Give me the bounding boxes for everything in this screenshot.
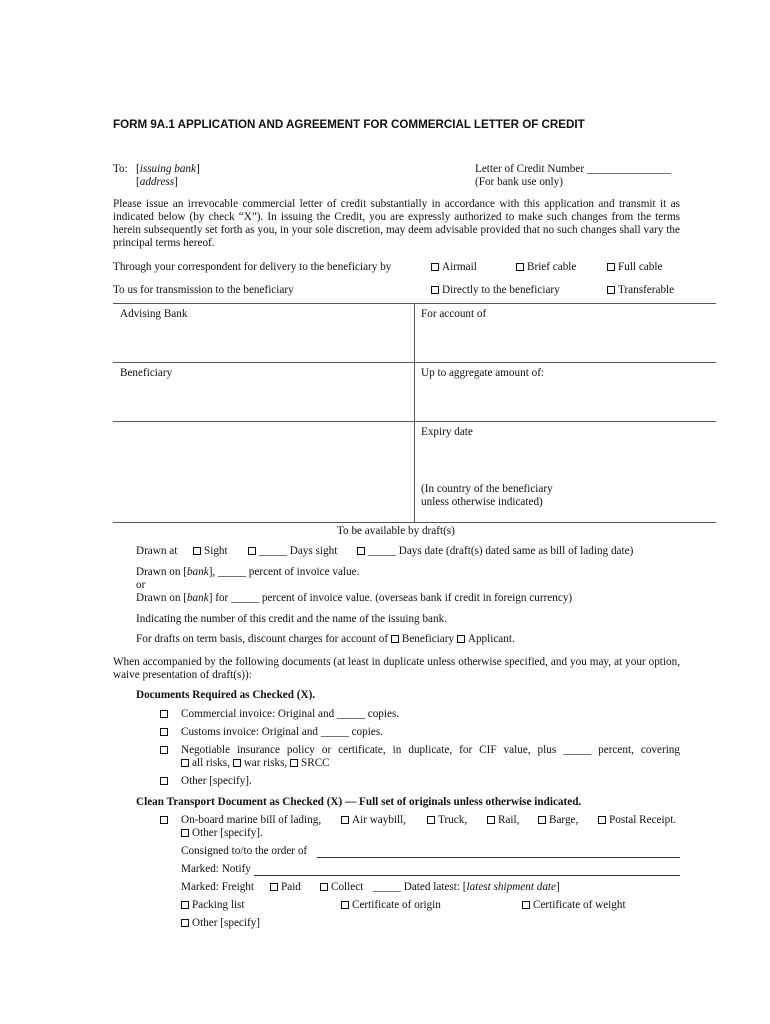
- to-us-label: To us for transmission to the beneficiary: [113, 284, 294, 296]
- onboard-bill-option: On-board marine bill of lading,: [181, 814, 322, 826]
- country-note-line1: (In country of the beneficiary: [421, 483, 553, 495]
- consigned-label: Consigned to/to the order of: [181, 845, 308, 857]
- checkbox-icon[interactable]: [357, 547, 365, 555]
- certificate-origin-option[interactable]: Certificate of origin: [341, 899, 441, 912]
- other-specify-option[interactable]: Other [specify]: [181, 917, 260, 930]
- checkbox-icon[interactable]: [320, 883, 328, 891]
- checkbox-icon[interactable]: [516, 263, 524, 271]
- sight-option[interactable]: Sight: [193, 545, 228, 558]
- checkbox-icon[interactable]: [181, 919, 189, 927]
- directly-option[interactable]: Directly to the beneficiary: [431, 284, 560, 297]
- divider: [414, 303, 415, 522]
- checkbox-icon[interactable]: [431, 263, 439, 271]
- dated-latest-line: _____ Dated latest: [latest shipment date]: [373, 881, 560, 893]
- brief-cable-option[interactable]: Brief cable: [516, 261, 576, 274]
- checkbox-icon[interactable]: [270, 883, 278, 891]
- marked-freight-label: Marked: Freight: [181, 881, 255, 893]
- barge-option[interactable]: Barge,: [538, 814, 578, 827]
- days-date-option[interactable]: _____ Days date (draft(s) dated same as bill of lading date): [357, 545, 633, 558]
- collect-option[interactable]: Collect: [320, 881, 363, 894]
- checkbox-icon[interactable]: [607, 286, 615, 294]
- checkbox-icon[interactable]: [181, 829, 189, 837]
- checkbox-icon[interactable]: [181, 759, 189, 767]
- checkbox-icon[interactable]: [181, 901, 189, 909]
- bank-use-only-note: (For bank use only): [475, 176, 563, 188]
- checkbox-icon[interactable]: [598, 816, 606, 824]
- airmail-option[interactable]: Airmail: [431, 261, 477, 274]
- beneficiary-field[interactable]: Beneficiary: [120, 367, 173, 379]
- notify-input-line[interactable]: [254, 875, 680, 876]
- rail-option[interactable]: Rail,: [487, 814, 519, 827]
- issuing-bank: [issuing bank]: [136, 163, 200, 175]
- checkbox-icon[interactable]: [522, 901, 530, 909]
- checkbox-icon[interactable]: [233, 759, 241, 767]
- documents-heading: Documents Required as Checked (X).: [136, 689, 316, 701]
- risks-options: all risks, war risks, SRCC: [181, 757, 330, 770]
- checkbox-icon[interactable]: [427, 816, 435, 824]
- address: [address]: [136, 176, 178, 188]
- form-title: FORM 9A.1 APPLICATION AND AGREEMENT FOR COMMERCIAL LETTER OF CREDIT: [113, 118, 585, 131]
- certificate-weight-option[interactable]: Certificate of weight: [522, 899, 626, 912]
- days-sight-option[interactable]: _____ Days sight: [248, 545, 337, 558]
- lc-number-field[interactable]: Letter of Credit Number _______________: [475, 163, 671, 175]
- checkbox-icon[interactable]: [341, 816, 349, 824]
- checkbox-icon[interactable]: [290, 759, 298, 767]
- or-label: or: [136, 579, 146, 591]
- drawn-on-foreign-line: Drawn on [bank] for _____ percent of invoice value. (overseas bank if credit in foreign currency): [136, 592, 573, 604]
- commercial-invoice-item: Commercial invoice: Original and _____ copies.: [181, 708, 400, 720]
- checkbox-icon[interactable]: [160, 710, 168, 718]
- checkbox-icon[interactable]: [160, 746, 168, 754]
- aggregate-amount-field[interactable]: Up to aggregate amount of:: [421, 367, 545, 379]
- packing-list-option[interactable]: Packing list: [181, 899, 245, 912]
- checkbox-icon[interactable]: [193, 547, 201, 555]
- intro-paragraph: Please issue an irrevocable commercial letter of credit substantially in accordance with this application and transmit it as indicated below (by check “X”). In issuing the Credit, you are expressly authorized to make such changes from the terms herein subsequently set forth as you, in your sole discretion, may deem advisable provided that no such changes shall vary the principal terms hereof.: [113, 198, 680, 249]
- checkbox-icon[interactable]: [160, 816, 168, 824]
- consigned-input-line[interactable]: [317, 857, 680, 858]
- checkbox-icon[interactable]: [391, 635, 399, 643]
- accompanied-paragraph: When accompanied by the following documents (at least in duplicate unless otherwise specified, and you may, at your option, waive presentation of draft(s)):: [113, 656, 680, 681]
- full-cable-option[interactable]: Full cable: [607, 261, 662, 274]
- expiry-date-field[interactable]: Expiry date: [421, 426, 473, 438]
- checkbox-icon[interactable]: [431, 286, 439, 294]
- checkbox-icon[interactable]: [160, 728, 168, 736]
- drawn-at-label: Drawn at: [136, 545, 178, 557]
- correspondent-label: Through your correspondent for delivery to the beneficiary by: [113, 261, 392, 273]
- insurance-item: Negotiable insurance policy or certificate, in duplicate, for CIF value, plus _____ percent, covering: [181, 744, 680, 756]
- customs-invoice-item: Customs invoice: Original and _____ copies.: [181, 726, 383, 738]
- postal-receipt-option[interactable]: Postal Receipt.: [598, 814, 676, 827]
- paid-option[interactable]: Paid: [270, 881, 301, 894]
- other-document-item: Other [specify].: [181, 775, 252, 787]
- other-transport-option[interactable]: Other [specify].: [181, 827, 263, 840]
- marked-notify-label: Marked: Notify: [181, 863, 251, 875]
- drawn-on-line: Drawn on [bank], _____ percent of invoice value.: [136, 566, 360, 578]
- checkbox-icon[interactable]: [538, 816, 546, 824]
- indicating-note: Indicating the number of this credit and the name of the issuing bank.: [136, 613, 447, 625]
- advising-bank-field[interactable]: Advising Bank: [120, 308, 188, 320]
- term-basis-line: For drafts on term basis, discount charges for account of Beneficiary Applicant.: [136, 633, 515, 645]
- country-note-line2: unless otherwise indicated): [421, 496, 543, 508]
- divider: [113, 522, 716, 523]
- checkbox-icon[interactable]: [160, 777, 168, 785]
- checkbox-icon[interactable]: [457, 635, 465, 643]
- air-waybill-option[interactable]: Air waybill,: [341, 814, 406, 827]
- truck-option[interactable]: Truck,: [427, 814, 467, 827]
- available-by-drafts: To be available by draft(s): [337, 525, 455, 537]
- to-label: To:: [113, 163, 128, 175]
- checkbox-icon[interactable]: [487, 816, 495, 824]
- checkbox-icon[interactable]: [248, 547, 256, 555]
- transferable-option[interactable]: Transferable: [607, 284, 674, 297]
- for-account-of-field[interactable]: For account of: [421, 308, 487, 320]
- checkbox-icon[interactable]: [341, 901, 349, 909]
- checkbox-icon[interactable]: [607, 263, 615, 271]
- transport-heading: Clean Transport Document as Checked (X) — Full set of originals unless otherwise indicated.: [136, 796, 582, 808]
